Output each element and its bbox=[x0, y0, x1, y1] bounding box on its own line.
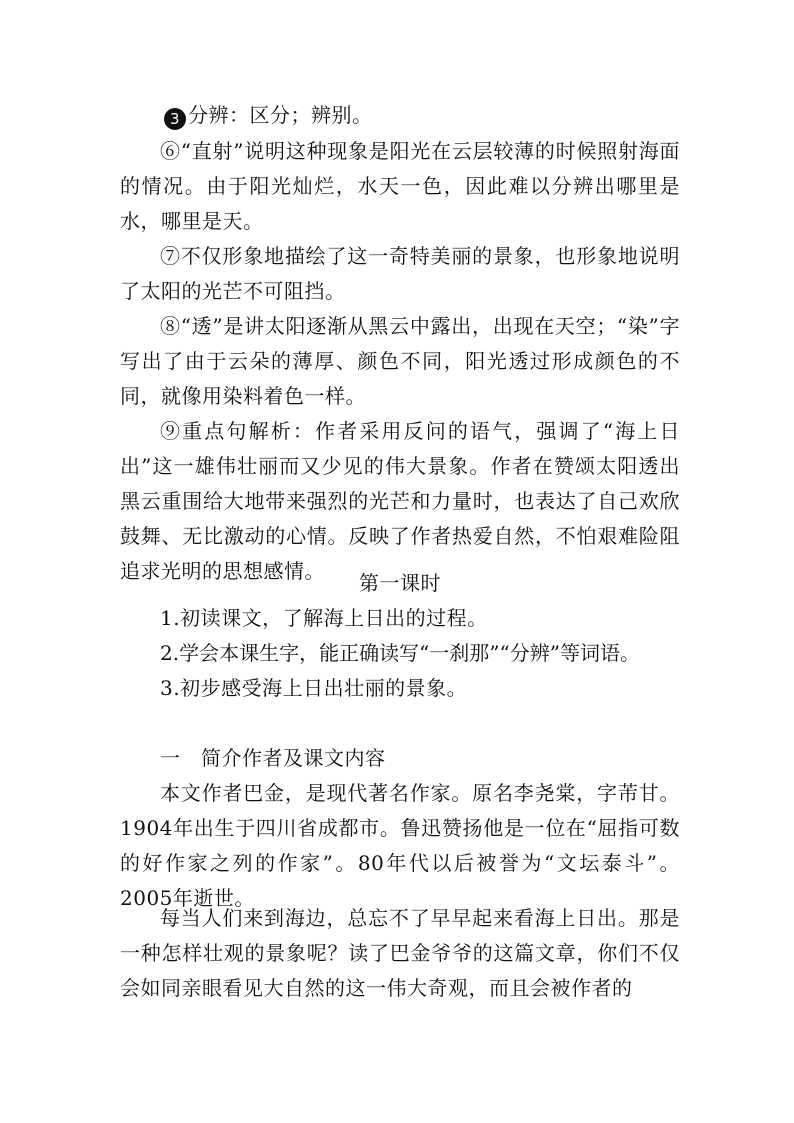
lesson-goal-2: 2.学会本课生字，能正确读写“一刹那”“分辨”等词语。 bbox=[160, 641, 640, 665]
annotation-7: ⑦不仅形象地描绘了这一奇特美丽的景象，也形象地说明了太阳的光芒不可阻挡。 bbox=[120, 244, 680, 303]
annotation-8: ⑧“透”是讲太阳逐渐从黑云中露出，出现在天空；“染”字写出了由于云朵的薄厚、颜色不同，阳光透过形成颜色的不同，就像用染料着色一样。 bbox=[120, 314, 680, 408]
annotation-6: ⑥“直射”说明这种现象是阳光在云层较薄的时候照射海面的情况。由于阳光灿烂，水天一色，因此难以分辨出哪里是水，哪里是天。 bbox=[120, 139, 680, 233]
annotation-fenbian bbox=[120, 98, 680, 133]
section-heading: 一 简介作者及课文内容 bbox=[160, 746, 386, 770]
text-intro: 每当人们来到海边，总忘不了早早起来看海上日出。那是一种怎样壮观的景象呢？读了巴金爷爷的这篇文章，你们不仅会如同亲眼看见大自然的这一伟大奇观，而且会被作者的 bbox=[120, 906, 680, 1000]
lesson-goal-1: 1.初读课文，了解海上日出的过程。 bbox=[160, 606, 488, 630]
circled-number-3: 3 bbox=[164, 108, 186, 130]
annotation-fenbian-text: 分辨：区分；辨别。 bbox=[188, 103, 373, 127]
author-intro: 本文作者巴金，是现代著名作家。原名李尧棠，字芾甘。1904年出生于四川省成都市。鲁迅赞扬他是一位在“屈指可数的好作家之列的作家”。80年代以后被誉为“文坛泰斗”。2005年逝世。 bbox=[120, 781, 680, 910]
lesson-title: 第一课时 bbox=[359, 571, 441, 595]
annotation-9: ⑨重点句解析：作者采用反问的语气，强调了“海上日出”这一雄伟壮丽而又少见的伟大景象。作者在赞颂太阳透出黑云重围给大地带来强烈的光芒和力量时，也表达了自己欢欣鼓舞、无比激动的心情。反映了作者热爱自然，不怕艰难险阻追求光明的思想感情。 bbox=[120, 419, 680, 583]
lesson-goal-3: 3.初步感受海上日出壮丽的景象。 bbox=[160, 676, 468, 700]
